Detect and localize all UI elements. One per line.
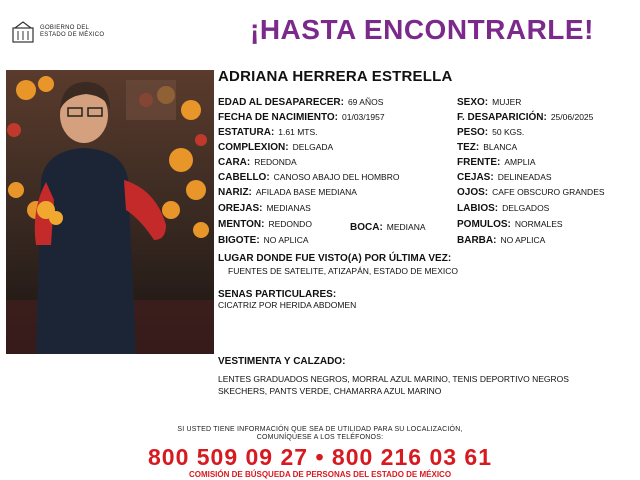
field-label: LABIOS: xyxy=(457,203,499,214)
field-label: CARA: xyxy=(218,157,251,168)
field-label: OREJAS: xyxy=(218,203,263,214)
field-value: DELGADOS xyxy=(502,203,550,213)
commission-footer: COMISIÓN DE BÚSQUEDA DE PERSONAS DEL ESTADO DE MÉXICO xyxy=(188,470,452,479)
field-value: NORMALES xyxy=(514,219,563,229)
field-barba xyxy=(457,235,545,246)
field-label: FRENTE: xyxy=(457,157,501,168)
clothing-line-2: SKECHERS, PANTS VERDE, CHAMARRA AZUL MARINO xyxy=(218,386,442,396)
logo-line-1: GOBIERNO DEL xyxy=(40,25,90,31)
field-orejas xyxy=(218,203,311,214)
field-label: PESO: xyxy=(457,127,489,138)
last-seen-title: LUGAR DONDE FUE VISTO(A) POR ÚLTIMA VEZ: xyxy=(218,253,452,264)
field-value: 1.61 MTS. xyxy=(278,127,318,137)
phone-number-1[interactable]: 800 509 09 27 xyxy=(147,444,309,470)
field-value: NO APLICA xyxy=(500,235,546,245)
field-value: CANOSO ABAJO DEL HOMBRO xyxy=(273,172,400,182)
field-estatura xyxy=(218,127,318,138)
field-cara xyxy=(218,157,297,168)
marks-title: SENAS PARTICULARES: xyxy=(218,289,337,300)
field-value: 69 AÑOS xyxy=(347,97,384,107)
field-label: BOCA: xyxy=(350,222,383,233)
field-frente xyxy=(457,157,536,168)
photo-illustration xyxy=(6,70,214,354)
field-pomulos xyxy=(457,219,563,230)
last-seen-text: FUENTES DE SATELITE, ATIZAPÁN, ESTADO DE MEXICO xyxy=(228,266,459,276)
person-name: ADRIANA HERRERA ESTRELLA xyxy=(218,68,453,85)
phone-separator: • xyxy=(315,444,325,470)
field-value: 01/03/1957 xyxy=(342,112,385,122)
field-bigote xyxy=(218,235,309,246)
field-value: 50 KGS. xyxy=(492,127,525,137)
field-desaparicion xyxy=(457,112,593,123)
phone-number-2[interactable]: 800 216 03 61 xyxy=(331,444,493,470)
field-value: BLANCA xyxy=(483,142,518,152)
field-value: NO APLICA xyxy=(263,235,309,245)
field-value: REDONDA xyxy=(254,157,297,167)
field-value: AMPLIA xyxy=(504,157,536,167)
field-label: CEJAS: xyxy=(457,172,494,183)
field-label: OJOS: xyxy=(457,187,489,198)
field-value: DELGADA xyxy=(292,142,334,152)
field-menton xyxy=(218,219,312,230)
field-value: MEDIANAS xyxy=(266,203,311,213)
field-label: TEZ: xyxy=(457,142,480,153)
field-ojos xyxy=(457,187,605,198)
field-label: SEXO: xyxy=(457,97,489,108)
field-label: NARIZ: xyxy=(218,187,252,198)
clothing-line-1: LENTES GRADUADOS NEGROS, MORRAL AZUL MARINO, TENIS DEPORTIVO NEGROS xyxy=(218,374,569,384)
field-nariz xyxy=(218,187,357,198)
field-peso xyxy=(457,127,524,138)
contact-note-1: SI USTED TIENE INFORMACIÓN QUE SEA DE UTILIDAD PARA SU LOCALIZACIÓN, xyxy=(177,426,463,433)
field-sexo xyxy=(457,97,521,108)
contact-note-2: COMUNÍQUESE A LOS TELÉFONOS: xyxy=(256,434,384,441)
field-value: 25/06/2025 xyxy=(550,112,594,122)
field-label: ESTATURA: xyxy=(218,127,275,138)
field-label: F. DESAPARICIÓN: xyxy=(457,112,547,123)
headline: ¡HASTA ENCONTRARLE! xyxy=(250,14,594,45)
field-value: CAFE OBSCURO GRANDES xyxy=(492,187,605,197)
field-complexion xyxy=(218,142,333,153)
field-tez xyxy=(457,142,517,153)
field-edad xyxy=(218,97,383,108)
government-logo xyxy=(10,20,120,46)
field-label: FECHA DE NACIMIENTO: xyxy=(218,112,338,123)
field-cejas xyxy=(457,172,552,183)
missing-person-photo xyxy=(6,70,214,354)
field-value: REDONDO xyxy=(268,219,312,229)
field-labios xyxy=(457,203,549,214)
field-label: EDAD AL DESAPARECER: xyxy=(218,97,344,108)
logo-line-2: ESTADO DE MÉXICO xyxy=(40,32,105,38)
marks-text: CICATRIZ POR HERIDA ABDOMEN xyxy=(218,300,357,310)
field-label: COMPLEXION: xyxy=(218,142,289,153)
state-emblem-icon xyxy=(10,20,36,46)
field-label: BIGOTE: xyxy=(218,235,260,246)
field-label: CABELLO: xyxy=(218,172,270,183)
phone-numbers xyxy=(0,444,640,471)
field-nacimiento xyxy=(218,112,385,123)
field-cabello xyxy=(218,172,399,183)
field-value: MEDIANA xyxy=(386,222,426,232)
field-label: BARBA: xyxy=(457,235,497,246)
field-label: POMULOS: xyxy=(457,219,511,230)
field-value: AFILADA BASE MEDIANA xyxy=(255,187,357,197)
field-label: MENTON: xyxy=(218,219,265,230)
field-value: DELINEADAS xyxy=(497,172,552,182)
field-value: MUJER xyxy=(492,97,522,107)
field-boca xyxy=(350,222,426,233)
clothing-title: VESTIMENTA Y CALZADO: xyxy=(218,356,346,367)
